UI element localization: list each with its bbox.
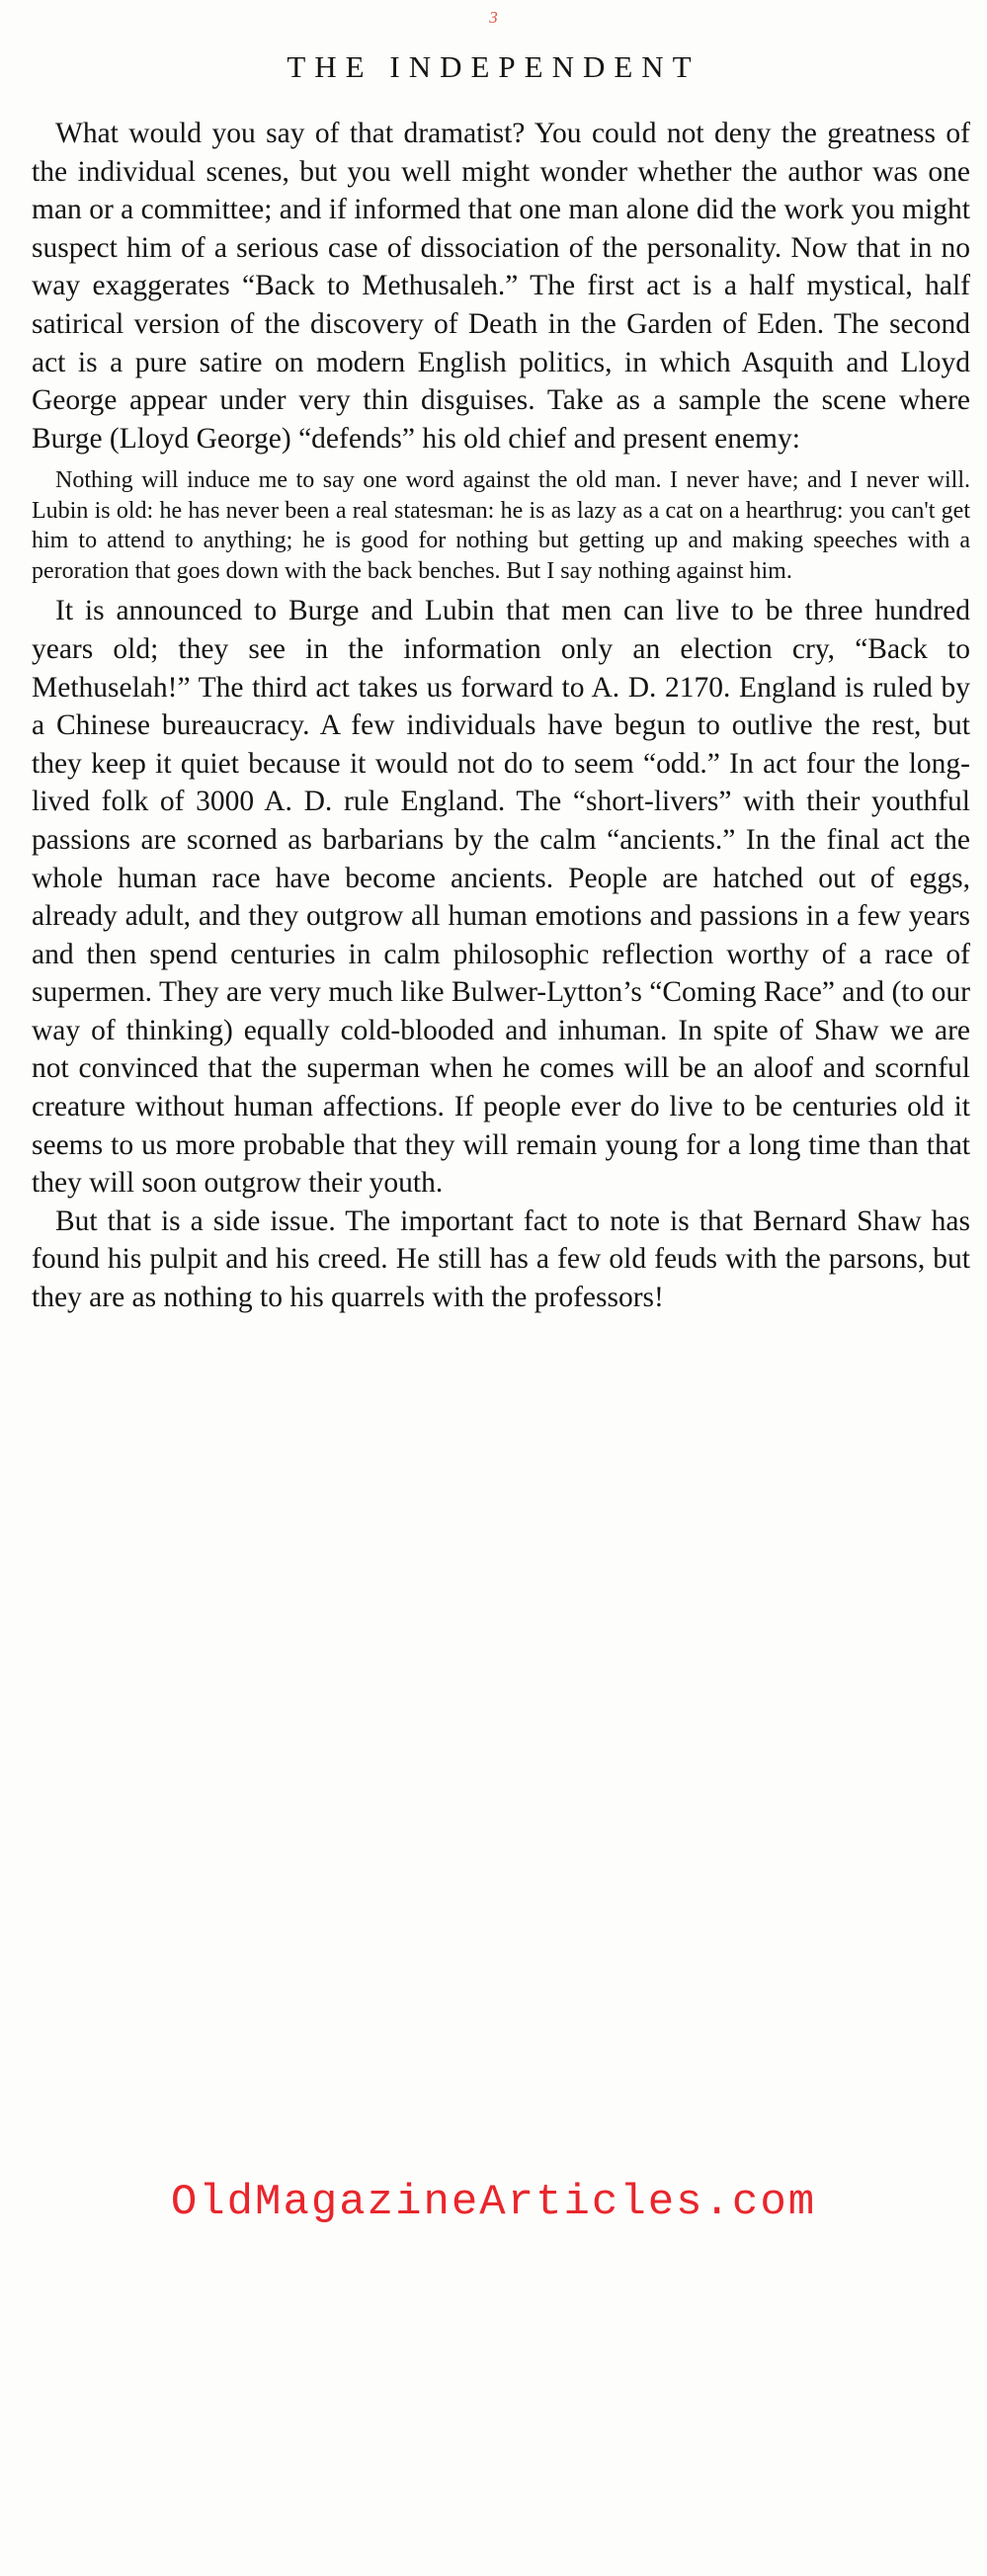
paragraph-2: It is announced to Burge and Lubin that men can live to be three hundred years old; they see in the information only an election cry, “Back to Methuselah!” The third act takes us forward to A. D. 2170. England is ruled by a Chinese bureaucracy. A few individuals have begun to outlive the rest, but they keep it quiet because it would not do to seem “odd.” In act four the long-lived folk of 3000 A. D. rule England. The “short-livers” with their youthful passions are scorned as barbarians by the calm “ancients.” In the final act the whole human race have become ancients. People are hatched out of eggs, already adult, and they outgrow all human emotions and passions in a few years and then spend centuries in calm philosophic reflection worthy of a race of supermen. They are very much like Bulwer-Lytton’s “Coming Race” and (to our way of thinking) equally cold-blooded and inhuman. In spite of Shaw we are not convinced that the superman when he comes will be an aloof and scornful creature without human affections. If people ever do live to be centuries old it seems to us more probable that they will remain young for a long time than that they will soon outgrow their youth.	[32, 595, 970, 1200]
paragraph-3: But that is a side issue. The important fact to note is that Bernard Shaw has found his pulpit and his creed. He still has a few old feuds with the parsons, but they are as nothing to his quarrels with the professors!	[32, 1205, 970, 1314]
page-number: 3	[489, 8, 498, 27]
masthead-title: THE INDEPENDENT	[287, 49, 700, 84]
site-watermark: OldMagazineArticles.com	[170, 2178, 817, 2227]
paragraph-1: What would you say of that dramatist? You could not deny the greatness of the individual scenes, but you well might wonder whether the author was one man or a committee; and if informed that one man alone did the work you might suspect him of a serious case of dissociation of the personality. Now that in no way exaggerates “Back to Methusaleh.” The first act is a half mystical, half satirical version of the discovery of Death in the Garden of Eden. The second act is a pure satire on modern English politics, in which Asquith and Lloyd George appear under very thin disguises. Take as a sample the scene where Burge (Lloyd George) “defends” his old chief and present enemy:	[32, 118, 970, 455]
article-body	[32, 115, 970, 1317]
block-quote: Nothing will induce me to say one word against the old man. I never have; and I never will. Lubin is old: he has never been a real statesman: he is as lazy as a cat on a hearthrug: you can't get him to attend to anything; he is good for nothing but getting up and making speeches with a peroration that goes down with the back benches. But I say nothing against him.	[32, 467, 970, 584]
